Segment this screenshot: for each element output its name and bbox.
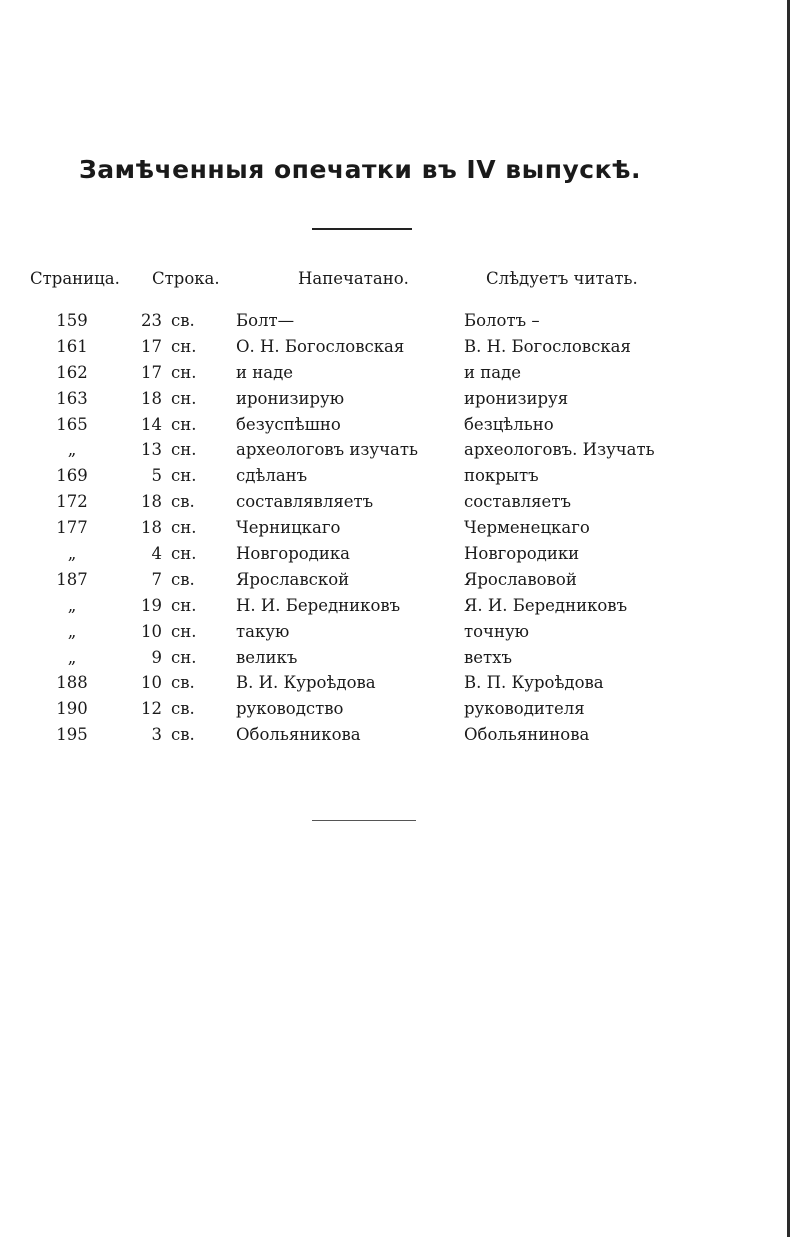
row-correct-text: археологовъ. Изучать	[464, 440, 655, 460]
row-correct-text: В. Н. Богословская	[464, 336, 631, 356]
page-title: Замѣченныя опечатки въ IV выпускѣ.	[79, 155, 641, 184]
row-printed-text: Новгородика	[236, 544, 350, 564]
row-line-direction: сн.	[171, 544, 197, 564]
title-divider	[312, 228, 412, 230]
row-line-number: 5	[151, 466, 162, 486]
row-page-number: 188	[56, 673, 88, 693]
row-page-number: „	[67, 595, 77, 615]
row-page-number: 190	[56, 699, 88, 719]
row-line-direction: сн.	[171, 336, 197, 356]
errata-table	[0, 311, 790, 751]
errata-row	[0, 673, 790, 699]
row-line-direction: сн.	[171, 518, 197, 538]
row-correct-text: Болотъ –	[464, 311, 540, 330]
row-printed-text: Черницкаго	[236, 518, 341, 538]
row-printed-text: иронизирую	[236, 388, 345, 408]
row-line-direction: св.	[171, 492, 195, 512]
errata-row	[0, 725, 790, 751]
row-printed-text: археологовъ изучать	[236, 440, 418, 460]
row-printed-text: В. И. Куроѣдова	[236, 673, 376, 693]
row-line-number: 10	[141, 673, 162, 693]
errata-row	[0, 389, 790, 415]
end-divider	[312, 820, 416, 821]
errata-row	[0, 544, 790, 570]
row-line-direction: св.	[171, 725, 195, 745]
row-correct-text: ветхъ	[464, 647, 512, 667]
row-page-number: 159	[56, 311, 88, 330]
row-line-number: 7	[151, 569, 162, 589]
row-line-number: 18	[141, 388, 162, 408]
row-line-number: 10	[141, 621, 162, 641]
row-line-number: 19	[141, 595, 162, 615]
row-page-number: 165	[56, 414, 88, 434]
row-line-number: 9	[151, 647, 162, 667]
row-line-number: 3	[151, 725, 162, 745]
row-correct-text: покрытъ	[464, 466, 539, 486]
row-page-number: „	[67, 621, 77, 641]
row-line-direction: сн.	[171, 414, 197, 434]
row-line-number: 17	[141, 336, 162, 356]
row-line-direction: св.	[171, 311, 195, 330]
row-printed-text: безуспѣшно	[236, 414, 341, 434]
row-correct-text: Обольянинова	[464, 725, 590, 745]
row-correct-text: точную	[464, 621, 530, 641]
row-page-number: 161	[56, 336, 88, 356]
row-page-number: 172	[56, 492, 88, 512]
errata-row	[0, 337, 790, 363]
row-page-number: „	[67, 647, 77, 667]
row-line-number: 4	[151, 544, 162, 564]
row-line-direction: св.	[171, 699, 195, 719]
row-printed-text: руководство	[236, 699, 344, 719]
row-page-number: „	[67, 440, 77, 460]
errata-row	[0, 622, 790, 648]
row-line-direction: сн.	[171, 466, 197, 486]
row-line-direction: сн.	[171, 440, 197, 460]
row-printed-text: Ярославской	[236, 569, 350, 589]
row-correct-text: руководителя	[464, 699, 585, 719]
row-line-direction: св.	[171, 569, 195, 589]
errata-row	[0, 492, 790, 518]
row-line-number: 14	[141, 414, 162, 434]
column-header-line: Строка.	[152, 269, 220, 288]
row-printed-text: Н. И. Бередниковъ	[236, 595, 401, 615]
row-page-number: 169	[56, 466, 88, 486]
row-correct-text: и паде	[464, 362, 522, 382]
row-line-direction: сн.	[171, 621, 197, 641]
row-correct-text: Новгородики	[464, 544, 580, 564]
row-line-number: 17	[141, 362, 162, 382]
column-header-page: Страница.	[30, 269, 120, 288]
row-page-number: 162	[56, 362, 88, 382]
row-printed-text: великъ	[236, 647, 298, 667]
row-line-direction: сн.	[171, 388, 197, 408]
row-page-number: 177	[56, 518, 88, 538]
errata-row	[0, 415, 790, 441]
row-printed-text: Болт—	[236, 311, 295, 330]
row-printed-text: Обольяникова	[236, 725, 361, 745]
row-line-direction: сн.	[171, 362, 197, 382]
row-line-direction: сн.	[171, 595, 197, 615]
row-page-number: 163	[56, 388, 88, 408]
row-correct-text: В. П. Куроѣдова	[464, 673, 604, 693]
row-correct-text: составляетъ	[464, 492, 571, 512]
row-correct-text: Я. И. Бередниковъ	[464, 595, 628, 615]
row-correct-text: иронизируя	[464, 388, 569, 408]
row-page-number: 195	[56, 725, 88, 745]
row-correct-text: Ярославовой	[464, 569, 577, 589]
row-printed-text: О. Н. Богословская	[236, 336, 405, 356]
row-line-number: 18	[141, 518, 162, 538]
row-printed-text: такую	[236, 621, 290, 641]
errata-row	[0, 596, 790, 622]
row-line-number: 23	[141, 311, 162, 330]
row-line-direction: св.	[171, 673, 195, 693]
errata-row	[0, 518, 790, 544]
errata-row	[0, 466, 790, 492]
errata-row	[0, 699, 790, 725]
errata-row	[0, 648, 790, 674]
row-line-number: 12	[141, 699, 162, 719]
errata-row	[0, 570, 790, 596]
row-line-number: 13	[141, 440, 162, 460]
errata-row	[0, 363, 790, 389]
row-correct-text: Черменецкаго	[464, 518, 590, 538]
row-printed-text: сдѣланъ	[236, 466, 308, 486]
row-page-number: „	[67, 544, 77, 564]
column-header-printed: Напечатано.	[298, 269, 409, 288]
errata-row	[0, 440, 790, 466]
row-correct-text: безцѣльно	[464, 414, 554, 434]
row-printed-text: составлявляетъ	[236, 492, 374, 512]
column-header-read: Слѣдуетъ читать.	[486, 269, 638, 288]
row-printed-text: и наде	[236, 362, 294, 382]
row-line-number: 18	[141, 492, 162, 512]
row-line-direction: сн.	[171, 647, 197, 667]
errata-row	[0, 311, 790, 337]
row-page-number: 187	[56, 569, 88, 589]
